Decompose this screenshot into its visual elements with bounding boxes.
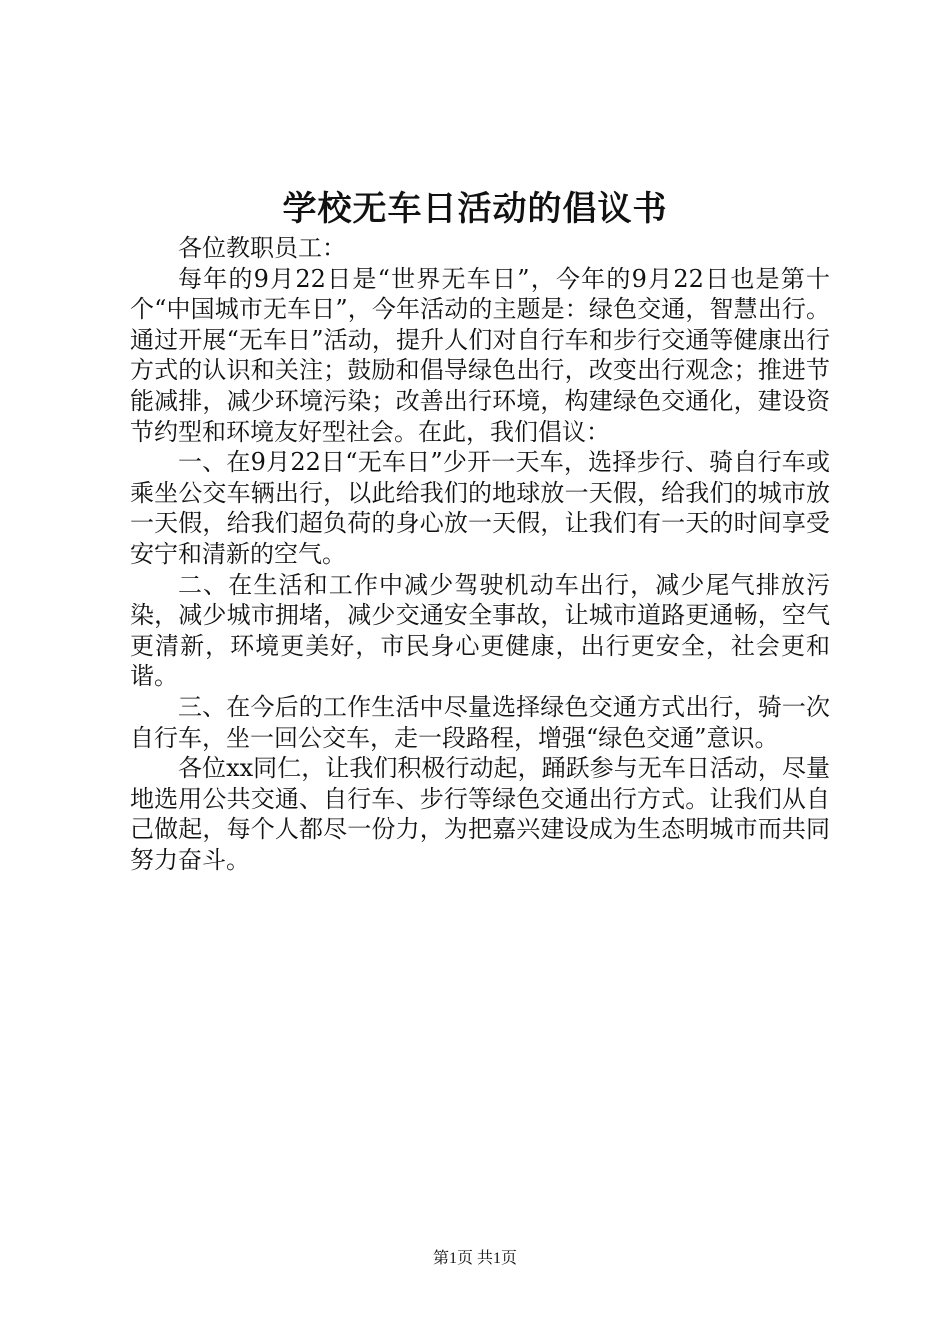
page-indicator: 第1页 共1页 <box>432 1250 517 1267</box>
proposal-one-paragraph: 一、在9月22日“无车日”少开一天车，选择步行、骑自行车或乘坐公交车辆出行，以此给我们的地球放一天假，给我们的城市放一天假，给我们超负荷的身心放一天假，让我们有一天的时间享受安宁和清新的空气。 <box>130 448 830 568</box>
salutation-paragraph: 各位教职员工： <box>178 234 346 262</box>
document-title: 学校无车日活动的倡议书 <box>282 189 668 229</box>
proposal-three-paragraph: 三、在今后的工作生活中尽量选择绿色交通方式出行，骑一次自行车，坐一回公交车，走一段路程，增强“绿色交通”意识。 <box>130 692 830 752</box>
document-body <box>130 233 830 875</box>
closing-paragraph: 各位xx同仁，让我们积极行动起，踊跃参与无车日活动，尽量地选用公共交通、自行车、步行等绿色交通出行方式。让我们从自己做起，每个人都尽一份力，为把嘉兴建设成为生态明城市而共同努力奋斗。 <box>130 754 830 874</box>
intro-paragraph: 每年的9月22日是“世界无车日”，今年的9月22日也是第十个“中国城市无车日”，今年活动的主题是：绿色交通，智慧出行。通过开展“无车日”活动，提升人们对自行车和步行交通等健康出行方式的认识和关注；鼓励和倡导绿色出行，改变出行观念；推进节能减排，减少环境污染；改善出行环境，构建绿色交通化，建设资节约型和环境友好型社会。在此，我们倡议： <box>130 264 830 446</box>
proposal-two-paragraph: 二、在生活和工作中减少驾驶机动车出行，减少尾气排放污染，减少城市拥堵，减少交通安全事故，让城市道路更通畅，空气更清新，环境更美好，市民身心更健康，出行更安全，社会更和谐。 <box>130 570 830 691</box>
